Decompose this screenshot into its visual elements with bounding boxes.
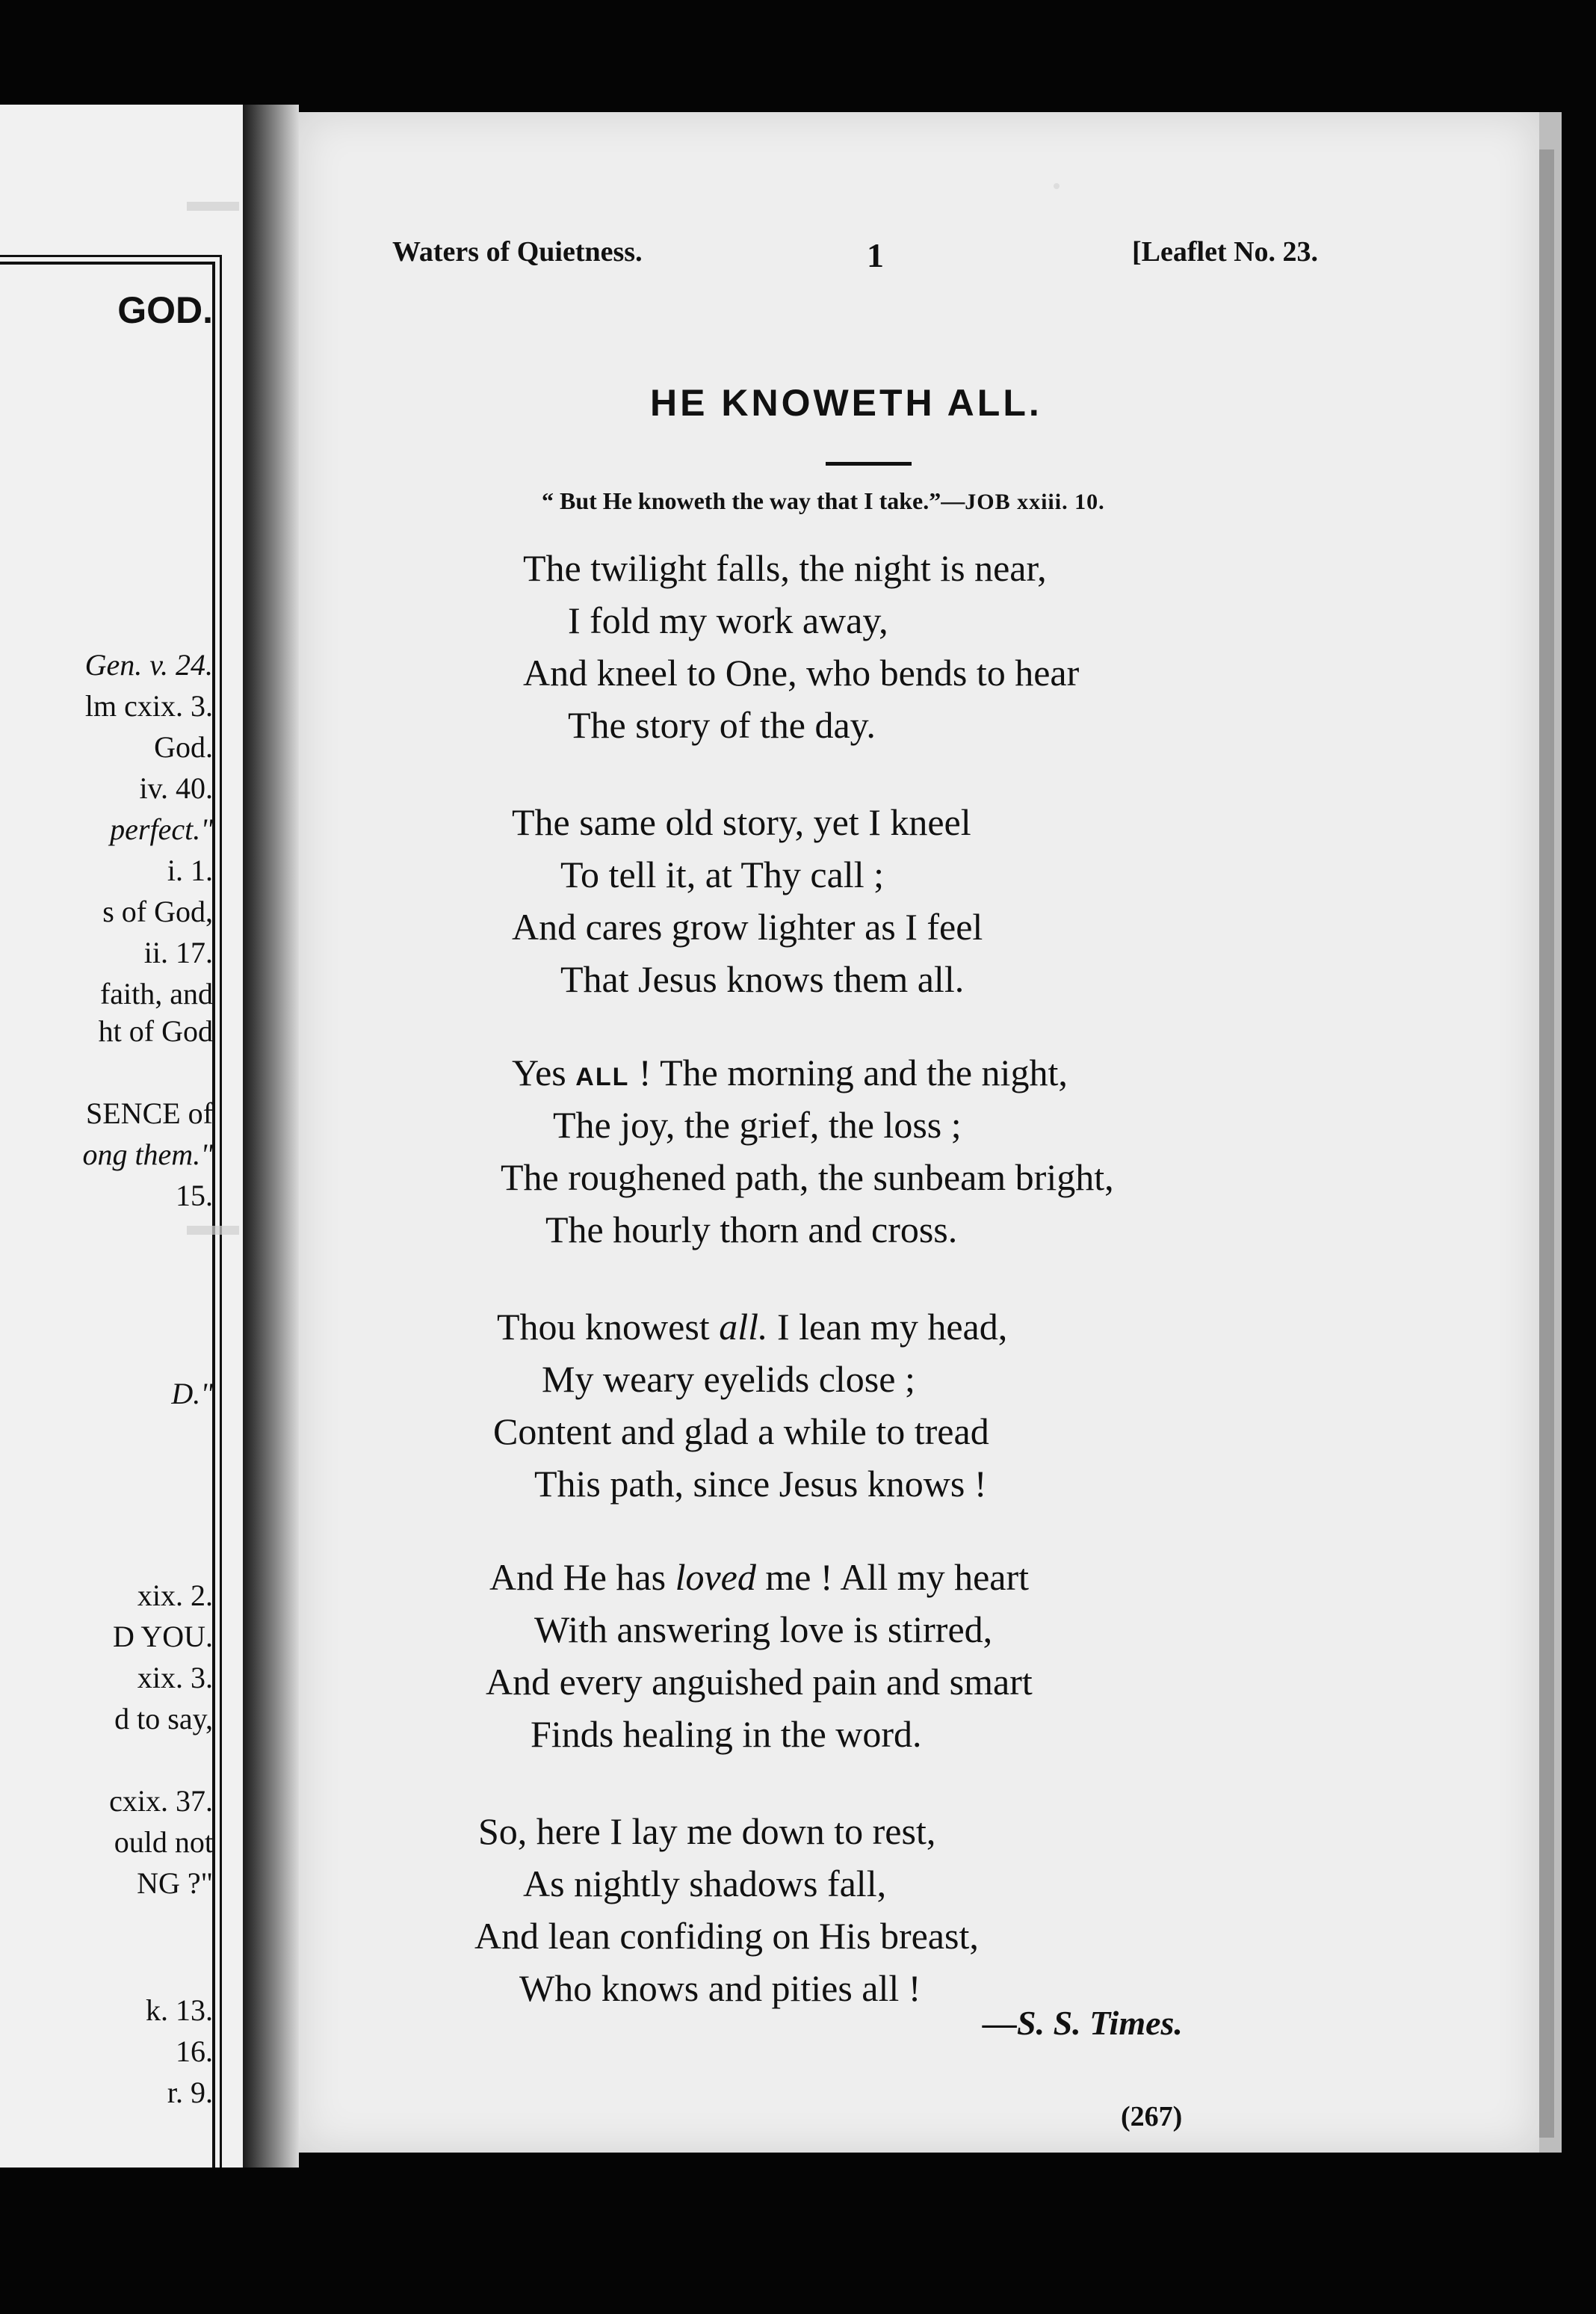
poem-line: And lean confiding on His breast, [474, 1915, 979, 1957]
poem-line-segment: And He has [489, 1556, 675, 1598]
previous-page-text-line: cxix. 37. [109, 1784, 213, 1818]
poem-line-segment: Yes [512, 1052, 576, 1093]
running-header-number: 1 [867, 236, 884, 274]
previous-page-text-line: perfect." [110, 812, 213, 846]
epigraph-reference: JOB xxiii. 10. [965, 490, 1105, 514]
poem-line: The story of the day. [568, 704, 876, 746]
poem-line: And every anguished pain and smart [486, 1661, 1033, 1703]
poem-line: So, here I lay me down to rest, [478, 1810, 936, 1852]
poem-line: And cares grow lighter as I feel [512, 906, 983, 948]
previous-page-text-line: 16. [176, 2034, 213, 2068]
poem-line-segment: loved [675, 1556, 756, 1598]
poem-line [512, 1054, 1068, 1091]
previous-page-text-line: ong them." [82, 1138, 213, 1171]
epigraph [542, 487, 1105, 515]
poem-line-segment: all. [719, 1306, 768, 1348]
poem-line: As nightly shadows fall, [523, 1863, 887, 1904]
poem-line [489, 1558, 1029, 1596]
previous-page-text-line: k. 13. [146, 1993, 213, 2027]
previous-page-text-line: ould not [114, 1825, 213, 1859]
poem-line: My weary eyelids close ; [542, 1358, 915, 1400]
poem-line: The twilight falls, the night is near, [523, 547, 1047, 589]
previous-page-text-line: God. [154, 730, 213, 764]
poem-title: HE KNOWETH ALL. [650, 382, 1042, 424]
poem-line: The same old story, yet I kneel [512, 801, 971, 843]
poem-line-segment: ALL [575, 1063, 630, 1091]
poem-line: I fold my work away, [568, 599, 888, 641]
poem-line-segment: ! The morning and the night, [629, 1052, 1068, 1093]
leaflet-number: [Leaflet No. 23. [1132, 236, 1319, 268]
poem-line: The hourly thorn and cross. [545, 1209, 958, 1250]
epigraph-quote: “ But He knoweth the way that I take.”— [542, 487, 965, 514]
poem-line: Content and glad a while to tread [493, 1410, 989, 1452]
previous-page-text-line: SENCE of [86, 1096, 213, 1130]
previous-page-text-line: ii. 17. [143, 936, 213, 969]
poem-line: To tell it, at Thy call ; [560, 854, 884, 895]
poem-line: That Jesus knows them all. [560, 958, 965, 1000]
previous-page-text-line: faith, and [99, 977, 213, 1011]
previous-page-text-line: xix. 3. [137, 1661, 213, 1694]
leaflet-page [299, 112, 1562, 2153]
attribution: —S. S. Times. [983, 2004, 1183, 2042]
poem-line: Who knows and pities all ! [519, 1967, 921, 2009]
page-edge [1539, 149, 1554, 2138]
previous-page-text-line: D." [171, 1377, 213, 1410]
previous-page-text-line: i. 1. [167, 854, 213, 887]
poem-line: And kneel to One, who bends to hear [523, 652, 1080, 694]
poem-line-segment: I lean my head, [767, 1306, 1008, 1348]
previous-page-text-line: lm cxix. 3. [84, 689, 213, 723]
previous-page-text-line: 15. [176, 1179, 213, 1212]
poem-line: The roughened path, the sunbeam bright, [501, 1156, 1114, 1198]
previous-page-text-line: r. 9. [167, 2076, 213, 2109]
page-number: (267) [1121, 2101, 1183, 2132]
poem-line: With answering love is stirred, [534, 1608, 993, 1650]
previous-page-text-line: iv. 40. [139, 771, 213, 805]
previous-page-text-line: GOD. [117, 289, 213, 331]
previous-page-fragment [0, 105, 247, 2168]
previous-page-text-line: D YOU. [112, 1620, 213, 1653]
previous-page-text-line: Gen. v. 24. [84, 648, 213, 682]
previous-page-text-line: NG ?" [137, 1866, 213, 1900]
previous-page-text-line: d to say, [114, 1702, 213, 1736]
poem-line [497, 1306, 1008, 1348]
previous-page-text-line: s of God, [102, 895, 213, 928]
running-header-left: Waters of Quietness. [392, 236, 643, 268]
poem-line: This path, since Jesus knows ! [534, 1463, 987, 1505]
previous-page-text-line: ht of God [98, 1014, 213, 1048]
book-gutter [243, 105, 299, 2168]
previous-page-text-line: xix. 2. [137, 1579, 213, 1612]
poem-line: Finds healing in the word. [531, 1713, 922, 1755]
poem-line-segment: Thou knowest [497, 1306, 720, 1348]
poem-line-segment: me ! All my heart [755, 1556, 1030, 1598]
title-rule [826, 462, 912, 466]
poem-line: The joy, the grief, the loss ; [553, 1104, 962, 1146]
